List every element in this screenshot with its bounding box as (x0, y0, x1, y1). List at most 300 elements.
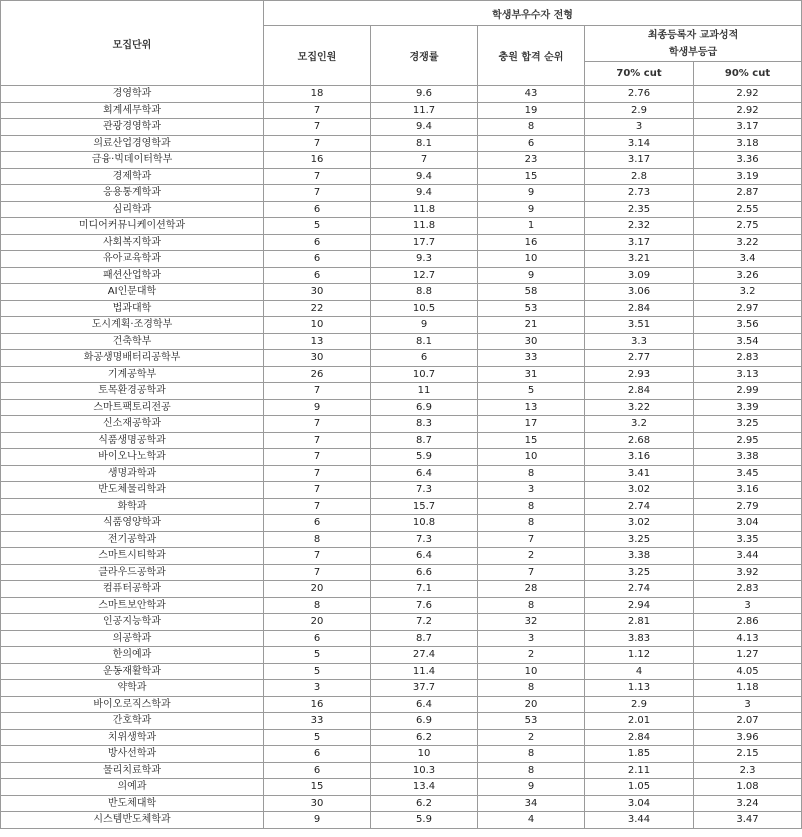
competition-cell: 5.9 (371, 449, 478, 466)
cut90-cell: 3.19 (694, 168, 802, 185)
table-row (1, 119, 802, 136)
competition-cell: 10.8 (371, 515, 478, 532)
recruit-cell: 8 (264, 531, 371, 548)
competition-cell: 9.4 (371, 119, 478, 136)
dept-cell: 컴퓨터공학과 (1, 581, 264, 598)
cut90-header: 90% cut (694, 62, 802, 86)
rank-cell: 2 (478, 548, 585, 565)
competition-cell: 8.7 (371, 630, 478, 647)
table-row (1, 581, 802, 598)
cut90-cell: 3 (694, 597, 802, 614)
cut70-cell: 2.73 (585, 185, 694, 202)
table-row (1, 317, 802, 334)
table-row (1, 168, 802, 185)
cut70-header: 70% cut (585, 62, 694, 86)
rank-cell: 21 (478, 317, 585, 334)
cut90-cell: 3.26 (694, 267, 802, 284)
recruit-cell: 30 (264, 795, 371, 812)
table-row (1, 218, 802, 235)
competition-cell: 17.7 (371, 234, 478, 251)
cut70-cell: 2.74 (585, 498, 694, 515)
rank-cell: 3 (478, 482, 585, 499)
cut70-cell: 4 (585, 663, 694, 680)
cut70-cell: 1.05 (585, 779, 694, 796)
table-header (1, 1, 802, 86)
table-row (1, 779, 802, 796)
rank-cell: 8 (478, 498, 585, 515)
rank-cell: 53 (478, 300, 585, 317)
dept-cell: 법과대학 (1, 300, 264, 317)
competition-cell: 11.4 (371, 663, 478, 680)
dept-cell: 유아교육학과 (1, 251, 264, 268)
table-row (1, 795, 802, 812)
cut70-cell: 3.21 (585, 251, 694, 268)
cut90-cell: 3.22 (694, 234, 802, 251)
cut90-cell: 2.3 (694, 762, 802, 779)
competition-cell: 7.2 (371, 614, 478, 631)
cut90-cell: 2.75 (694, 218, 802, 235)
recruit-cell: 7 (264, 432, 371, 449)
cut70-cell: 3.17 (585, 234, 694, 251)
recruit-cell: 33 (264, 713, 371, 730)
cut90-cell: 3.96 (694, 729, 802, 746)
competition-header: 경쟁률 (371, 26, 478, 86)
dept-cell: 인공지능학과 (1, 614, 264, 631)
dept-cell: 금융·빅데이터학부 (1, 152, 264, 169)
dept-cell: 물리치료학과 (1, 762, 264, 779)
cut70-cell: 3.41 (585, 465, 694, 482)
competition-cell: 6.4 (371, 465, 478, 482)
recruit-cell: 6 (264, 515, 371, 532)
cut70-cell: 3.25 (585, 564, 694, 581)
table-row (1, 201, 802, 218)
recruit-cell: 16 (264, 696, 371, 713)
cut90-cell: 3.17 (694, 119, 802, 136)
competition-cell: 10.3 (371, 762, 478, 779)
recruit-cell: 7 (264, 168, 371, 185)
cut90-cell: 3.4 (694, 251, 802, 268)
table-row (1, 614, 802, 631)
cut70-cell: 3.22 (585, 399, 694, 416)
dept-cell: 반도체물리학과 (1, 482, 264, 499)
cut90-cell: 1.08 (694, 779, 802, 796)
recruit-cell: 18 (264, 86, 371, 103)
recruit-cell: 10 (264, 317, 371, 334)
cut90-cell: 3.54 (694, 333, 802, 350)
recruit-cell: 13 (264, 333, 371, 350)
rank-cell: 10 (478, 449, 585, 466)
cut90-cell: 2.87 (694, 185, 802, 202)
cut70-cell: 3 (585, 119, 694, 136)
competition-cell: 10 (371, 746, 478, 763)
rank-cell: 9 (478, 779, 585, 796)
cut70-cell: 2.68 (585, 432, 694, 449)
competition-cell: 15.7 (371, 498, 478, 515)
competition-cell: 11.8 (371, 201, 478, 218)
dept-cell: 운동재활학과 (1, 663, 264, 680)
rank-cell: 8 (478, 746, 585, 763)
rank-cell: 8 (478, 465, 585, 482)
cut90-cell: 3.16 (694, 482, 802, 499)
dept-cell: 전기공학과 (1, 531, 264, 548)
cut70-cell: 2.84 (585, 383, 694, 400)
table-row (1, 762, 802, 779)
dept-cell: AI인문대학 (1, 284, 264, 301)
competition-cell: 11.7 (371, 102, 478, 119)
rank-cell: 4 (478, 812, 585, 829)
recruit-cell: 6 (264, 746, 371, 763)
table-row (1, 399, 802, 416)
rank-cell: 8 (478, 597, 585, 614)
cut70-cell: 3.17 (585, 152, 694, 169)
cut90-cell: 4.13 (694, 630, 802, 647)
dept-cell: 스마트시티학과 (1, 548, 264, 565)
cut90-cell: 3.13 (694, 366, 802, 383)
rank-cell: 8 (478, 515, 585, 532)
dept-cell: 생명과학과 (1, 465, 264, 482)
rank-cell: 1 (478, 218, 585, 235)
table-row (1, 185, 802, 202)
grade-header-line1: 최종등록자 교과성적 (647, 29, 739, 41)
table-body (1, 86, 802, 829)
grade-header-line2: 학생부등급 (668, 46, 718, 58)
cut90-cell: 3.24 (694, 795, 802, 812)
dept-cell: 한의예과 (1, 647, 264, 664)
table-row (1, 416, 802, 433)
cut70-cell: 3.02 (585, 482, 694, 499)
cut70-cell: 2.77 (585, 350, 694, 367)
dept-cell: 방사선학과 (1, 746, 264, 763)
dept-cell: 회계세무학과 (1, 102, 264, 119)
dept-cell: 경영학과 (1, 86, 264, 103)
dept-cell: 약학과 (1, 680, 264, 697)
competition-cell: 37.7 (371, 680, 478, 697)
dept-cell: 도시계획·조경학부 (1, 317, 264, 334)
competition-cell: 9.3 (371, 251, 478, 268)
rank-cell: 2 (478, 647, 585, 664)
dept-cell: 클라우드공학과 (1, 564, 264, 581)
competition-cell: 12.7 (371, 267, 478, 284)
recruit-cell: 30 (264, 284, 371, 301)
grade-header (585, 26, 802, 62)
cut90-cell: 2.97 (694, 300, 802, 317)
cut70-cell: 2.94 (585, 597, 694, 614)
table-row (1, 746, 802, 763)
recruit-cell: 20 (264, 614, 371, 631)
rank-cell: 20 (478, 696, 585, 713)
rank-cell: 8 (478, 680, 585, 697)
dept-cell: 경제학과 (1, 168, 264, 185)
rank-cell: 33 (478, 350, 585, 367)
recruit-cell: 7 (264, 383, 371, 400)
cut90-cell: 3.38 (694, 449, 802, 466)
cut70-cell: 2.93 (585, 366, 694, 383)
dept-cell: 토목환경공학과 (1, 383, 264, 400)
cut70-cell: 2.9 (585, 696, 694, 713)
rank-cell: 16 (478, 234, 585, 251)
recruit-cell: 15 (264, 779, 371, 796)
competition-cell: 9.4 (371, 168, 478, 185)
rank-cell: 10 (478, 663, 585, 680)
competition-cell: 8.1 (371, 135, 478, 152)
recruit-cell: 3 (264, 680, 371, 697)
dept-cell: 기계공학부 (1, 366, 264, 383)
rank-cell: 15 (478, 432, 585, 449)
dept-cell: 신소재공학과 (1, 416, 264, 433)
cut70-cell: 3.83 (585, 630, 694, 647)
competition-cell: 11 (371, 383, 478, 400)
competition-cell: 10.7 (371, 366, 478, 383)
dept-cell: 바이오나노학과 (1, 449, 264, 466)
cut70-cell: 3.44 (585, 812, 694, 829)
table-row (1, 366, 802, 383)
cut70-cell: 3.02 (585, 515, 694, 532)
competition-cell: 7.3 (371, 531, 478, 548)
dept-cell: 식품생명공학과 (1, 432, 264, 449)
table-row (1, 647, 802, 664)
dept-cell: 스마트팩토리전공 (1, 399, 264, 416)
table-row (1, 86, 802, 103)
table-row (1, 630, 802, 647)
competition-cell: 5.9 (371, 812, 478, 829)
table-row (1, 713, 802, 730)
cut90-cell: 2.92 (694, 102, 802, 119)
table-row (1, 564, 802, 581)
table-row (1, 152, 802, 169)
cut70-cell: 3.25 (585, 531, 694, 548)
dept-cell: 간호학과 (1, 713, 264, 730)
table-row (1, 300, 802, 317)
cut70-cell: 1.85 (585, 746, 694, 763)
rank-cell: 15 (478, 168, 585, 185)
table-row (1, 350, 802, 367)
cut70-cell: 2.84 (585, 300, 694, 317)
table-row (1, 432, 802, 449)
cut90-cell: 2.55 (694, 201, 802, 218)
cut90-cell: 2.86 (694, 614, 802, 631)
table-row (1, 597, 802, 614)
cut90-cell: 3.18 (694, 135, 802, 152)
cut70-cell: 3.16 (585, 449, 694, 466)
cut90-cell: 3.36 (694, 152, 802, 169)
cut70-cell: 1.12 (585, 647, 694, 664)
table-row (1, 449, 802, 466)
recruit-cell: 20 (264, 581, 371, 598)
cut90-cell: 3.44 (694, 548, 802, 565)
cut70-cell: 3.38 (585, 548, 694, 565)
table-row (1, 251, 802, 268)
cut70-cell: 2.01 (585, 713, 694, 730)
cut70-cell: 3.3 (585, 333, 694, 350)
table-row (1, 102, 802, 119)
rank-cell: 5 (478, 383, 585, 400)
cut70-cell: 2.84 (585, 729, 694, 746)
competition-cell: 13.4 (371, 779, 478, 796)
rank-cell: 31 (478, 366, 585, 383)
dept-cell: 건축학부 (1, 333, 264, 350)
recruit-cell: 7 (264, 416, 371, 433)
rank-cell: 13 (478, 399, 585, 416)
dept-cell: 관광경영학과 (1, 119, 264, 136)
table-row (1, 465, 802, 482)
rank-cell: 7 (478, 564, 585, 581)
competition-cell: 9.4 (371, 185, 478, 202)
cut90-cell: 3.35 (694, 531, 802, 548)
cut90-cell: 4.05 (694, 663, 802, 680)
cut70-cell: 2.74 (585, 581, 694, 598)
dept-cell: 미디어커뮤니케이션학과 (1, 218, 264, 235)
dept-cell: 사회복지학과 (1, 234, 264, 251)
dept-cell: 심리학과 (1, 201, 264, 218)
cut90-cell: 2.15 (694, 746, 802, 763)
recruit-cell: 7 (264, 548, 371, 565)
competition-cell: 6.4 (371, 548, 478, 565)
competition-cell: 8.8 (371, 284, 478, 301)
dept-cell: 반도체대학 (1, 795, 264, 812)
dept-cell: 화학과 (1, 498, 264, 515)
rank-cell: 8 (478, 119, 585, 136)
competition-cell: 11.8 (371, 218, 478, 235)
cut70-cell: 3.14 (585, 135, 694, 152)
competition-cell: 6 (371, 350, 478, 367)
competition-cell: 8.1 (371, 333, 478, 350)
rank-cell: 17 (478, 416, 585, 433)
rank-cell: 34 (478, 795, 585, 812)
rank-cell: 28 (478, 581, 585, 598)
cut90-cell: 2.99 (694, 383, 802, 400)
recruit-cell: 30 (264, 350, 371, 367)
rank-cell: 43 (478, 86, 585, 103)
recruit-cell: 6 (264, 630, 371, 647)
rank-cell: 7 (478, 531, 585, 548)
cut90-cell: 3.45 (694, 465, 802, 482)
cut90-cell: 2.79 (694, 498, 802, 515)
cut70-cell: 2.32 (585, 218, 694, 235)
recruit-cell: 6 (264, 201, 371, 218)
cut70-cell: 2.35 (585, 201, 694, 218)
table-row (1, 663, 802, 680)
table-row (1, 812, 802, 829)
recruit-cell: 6 (264, 267, 371, 284)
cut70-cell: 2.76 (585, 86, 694, 103)
group-header: 학생부우수자 전형 (264, 1, 802, 26)
recruit-cell: 7 (264, 498, 371, 515)
dept-cell: 치위생학과 (1, 729, 264, 746)
cut70-cell: 2.9 (585, 102, 694, 119)
competition-cell: 6.4 (371, 696, 478, 713)
recruit-cell: 7 (264, 449, 371, 466)
dept-cell: 의료산업경영학과 (1, 135, 264, 152)
table-row (1, 333, 802, 350)
cut90-cell: 3.39 (694, 399, 802, 416)
table-row (1, 729, 802, 746)
rank-cell: 32 (478, 614, 585, 631)
cut90-cell: 3.56 (694, 317, 802, 334)
rank-cell: 3 (478, 630, 585, 647)
cut90-cell: 3 (694, 696, 802, 713)
cut90-cell: 3.2 (694, 284, 802, 301)
recruit-cell: 6 (264, 762, 371, 779)
cut90-cell: 3.47 (694, 812, 802, 829)
rank-cell: 6 (478, 135, 585, 152)
recruit-cell: 6 (264, 251, 371, 268)
recruit-cell: 7 (264, 465, 371, 482)
table-row (1, 383, 802, 400)
recruit-header: 모집인원 (264, 26, 371, 86)
recruit-cell: 5 (264, 218, 371, 235)
table-row (1, 515, 802, 532)
competition-cell: 9 (371, 317, 478, 334)
dept-cell: 응용통계학과 (1, 185, 264, 202)
dept-cell: 의예과 (1, 779, 264, 796)
table-row (1, 267, 802, 284)
rank-cell: 19 (478, 102, 585, 119)
cut90-cell: 1.18 (694, 680, 802, 697)
rank-cell: 23 (478, 152, 585, 169)
recruit-cell: 7 (264, 564, 371, 581)
table-row (1, 234, 802, 251)
recruit-cell: 5 (264, 729, 371, 746)
recruit-cell: 9 (264, 812, 371, 829)
recruit-cell: 7 (264, 482, 371, 499)
cut70-cell: 2.8 (585, 168, 694, 185)
table-row (1, 284, 802, 301)
competition-cell: 27.4 (371, 647, 478, 664)
competition-cell: 9.6 (371, 86, 478, 103)
table-row (1, 531, 802, 548)
table-row (1, 498, 802, 515)
competition-cell: 6.6 (371, 564, 478, 581)
cut90-cell: 2.92 (694, 86, 802, 103)
dept-cell: 시스템반도체학과 (1, 812, 264, 829)
cut90-cell: 2.07 (694, 713, 802, 730)
competition-cell: 7.6 (371, 597, 478, 614)
cut90-cell: 3.92 (694, 564, 802, 581)
cut90-cell: 3.25 (694, 416, 802, 433)
rank-header: 충원 합격 순위 (478, 26, 585, 86)
cut70-cell: 3.04 (585, 795, 694, 812)
cut70-cell: 2.81 (585, 614, 694, 631)
dept-header: 모집단위 (1, 1, 264, 86)
cut90-cell: 2.83 (694, 350, 802, 367)
rank-cell: 9 (478, 185, 585, 202)
rank-cell: 53 (478, 713, 585, 730)
competition-cell: 8.3 (371, 416, 478, 433)
cut70-cell: 3.06 (585, 284, 694, 301)
recruit-cell: 5 (264, 647, 371, 664)
rank-cell: 8 (478, 762, 585, 779)
recruit-cell: 8 (264, 597, 371, 614)
recruit-cell: 5 (264, 663, 371, 680)
dept-cell: 화공생명배터리공학부 (1, 350, 264, 367)
cut90-cell: 3.04 (694, 515, 802, 532)
cut70-cell: 1.13 (585, 680, 694, 697)
competition-cell: 8.7 (371, 432, 478, 449)
recruit-cell: 26 (264, 366, 371, 383)
rank-cell: 9 (478, 267, 585, 284)
recruit-cell: 7 (264, 102, 371, 119)
table-row (1, 548, 802, 565)
table-row (1, 696, 802, 713)
rank-cell: 30 (478, 333, 585, 350)
competition-cell: 6.9 (371, 713, 478, 730)
cut70-cell: 3.09 (585, 267, 694, 284)
recruit-cell: 22 (264, 300, 371, 317)
recruit-cell: 7 (264, 119, 371, 136)
rank-cell: 2 (478, 729, 585, 746)
recruit-cell: 6 (264, 234, 371, 251)
recruit-cell: 16 (264, 152, 371, 169)
